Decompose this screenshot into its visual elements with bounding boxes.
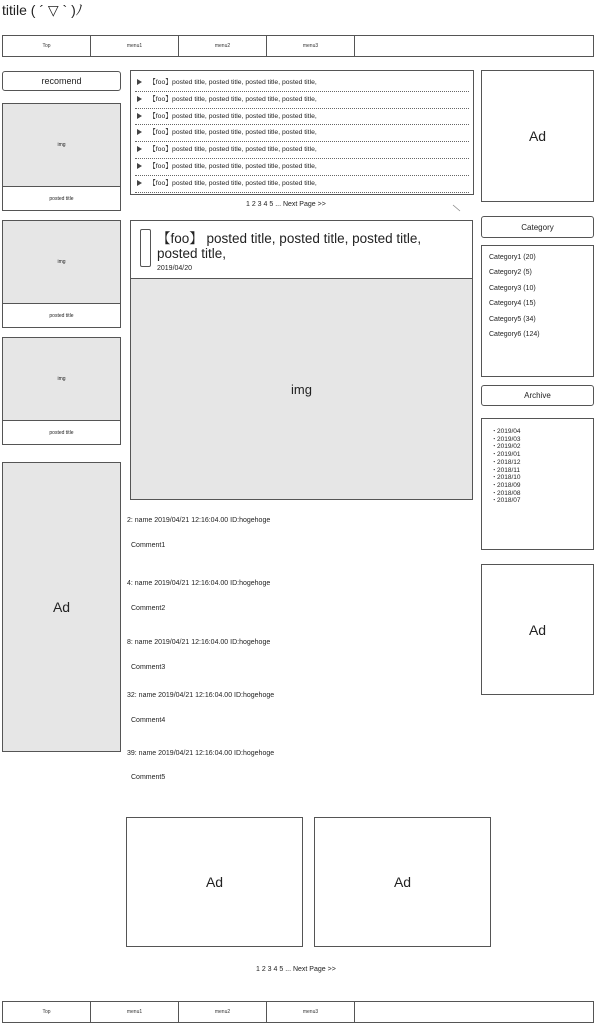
- archive-date[interactable]: 2018/09: [497, 481, 521, 489]
- nav-item-menu3[interactable]: menu3: [267, 36, 355, 56]
- card-image: img: [3, 221, 120, 304]
- comment-header: 2: name 2019/04/21 12:16:04.00 ID:hogehoge: [127, 517, 271, 524]
- list-item[interactable]: [135, 176, 469, 193]
- recomend-heading: recomend: [2, 71, 121, 91]
- category-heading: Category: [481, 216, 594, 238]
- post-list: [130, 70, 474, 195]
- triangle-right-icon: [137, 79, 142, 85]
- bottom-ad-right[interactable]: Ad: [314, 817, 491, 947]
- post-link[interactable]: 【foo】posted title, posted title, posted title, posted title,: [149, 112, 317, 120]
- archive-link[interactable]: [491, 451, 584, 459]
- archive-list: [481, 418, 594, 550]
- triangle-right-icon: [137, 180, 142, 186]
- footer-nav-item-top[interactable]: Top: [3, 1002, 91, 1022]
- bullet: ・: [491, 458, 498, 466]
- list-item[interactable]: [135, 109, 469, 126]
- archive-date[interactable]: 2019/04: [497, 428, 521, 435]
- footer-nav: [2, 1001, 594, 1023]
- category-link[interactable]: Category2 (5): [489, 269, 532, 277]
- bottom-ad-left[interactable]: Ad: [126, 817, 303, 947]
- bullet: ・: [491, 443, 498, 451]
- nav-item-menu1[interactable]: menu1: [91, 36, 179, 56]
- bullet: ・: [491, 481, 498, 489]
- card-image: img: [3, 104, 120, 187]
- card-title[interactable]: posted title: [49, 313, 74, 319]
- triangle-right-icon: [137, 129, 142, 135]
- list-item[interactable]: [135, 159, 469, 176]
- archive-date[interactable]: 2018/07: [497, 497, 521, 505]
- left-ad[interactable]: Ad: [2, 462, 121, 752]
- nav-spacer: [355, 36, 593, 56]
- bullet: ・: [491, 474, 498, 482]
- archive-link[interactable]: [491, 443, 584, 451]
- post-link[interactable]: 【foo】posted title, posted title, posted title, posted title,: [149, 146, 317, 154]
- bullet: ・: [491, 428, 498, 435]
- triangle-right-icon: [137, 146, 142, 152]
- nav-item-menu2[interactable]: menu2: [179, 36, 267, 56]
- card-title[interactable]: posted title: [49, 430, 74, 436]
- bullet: ・: [491, 497, 498, 505]
- bottom-pager[interactable]: 1 2 3 4 5 ... Next Page >>: [256, 966, 336, 973]
- article-header: [130, 220, 473, 278]
- nav-item-top[interactable]: Top: [3, 36, 91, 56]
- list-item[interactable]: [135, 142, 469, 159]
- right-ad-bottom[interactable]: Ad: [481, 564, 594, 695]
- post-link[interactable]: 【foo】posted title, posted title, posted title, posted title,: [149, 95, 317, 103]
- list-pager[interactable]: 1 2 3 4 5 ... Next Page >>: [246, 201, 326, 208]
- triangle-right-icon: [137, 96, 142, 102]
- post-link[interactable]: 【foo】posted title, posted title, posted title, posted title,: [149, 79, 317, 86]
- right-ad-top[interactable]: Ad: [481, 70, 594, 202]
- comment-body: Comment2: [131, 605, 166, 612]
- bullet: ・: [491, 435, 498, 443]
- comment-header: 39: name 2019/04/21 12:16:04.00 ID:hogehoge: [127, 750, 275, 757]
- footer-nav-item-menu3[interactable]: menu3: [267, 1002, 355, 1022]
- post-link[interactable]: 【foo】posted title, posted title, posted title, posted title,: [149, 162, 317, 170]
- recommend-card[interactable]: [2, 220, 121, 328]
- archive-link[interactable]: [491, 474, 584, 482]
- archive-date[interactable]: 2018/08: [497, 489, 521, 497]
- article-title[interactable]: 【foo】 posted title, posted title, posted title, posted title,: [157, 231, 422, 261]
- archive-link[interactable]: [491, 459, 584, 467]
- post-link[interactable]: 【foo】posted title, posted title, posted title, posted title,: [149, 129, 317, 137]
- archive-link[interactable]: [491, 428, 584, 436]
- category-list: [481, 245, 594, 377]
- archive-date[interactable]: 2018/12: [497, 458, 521, 466]
- comment-body: Comment4: [131, 717, 166, 724]
- comment-header: 4: name 2019/04/21 12:16:04.00 ID:hogehoge: [127, 580, 271, 587]
- article-image: img: [130, 278, 473, 500]
- triangle-right-icon: [137, 113, 142, 119]
- comment-header: 8: name 2019/04/21 12:16:04.00 ID:hogehoge: [127, 639, 271, 646]
- footer-nav-item-menu1[interactable]: menu1: [91, 1002, 179, 1022]
- archive-link[interactable]: [491, 467, 584, 475]
- archive-date[interactable]: 2019/03: [497, 435, 521, 443]
- resize-handle-icon: [452, 200, 461, 209]
- archive-link[interactable]: [491, 490, 584, 498]
- footer-nav-spacer: [355, 1002, 593, 1022]
- archive-link[interactable]: [491, 497, 584, 505]
- card-title[interactable]: posted title: [49, 196, 74, 202]
- category-link[interactable]: Category5 (34): [489, 315, 536, 323]
- comment-body: Comment3: [131, 664, 166, 671]
- header-nav: [2, 35, 594, 57]
- recommend-card[interactable]: [2, 103, 121, 211]
- bullet: ・: [491, 451, 498, 459]
- archive-date[interactable]: 2019/01: [497, 451, 521, 459]
- archive-date[interactable]: 2018/11: [497, 466, 521, 474]
- triangle-right-icon: [137, 163, 142, 169]
- category-link[interactable]: Category4 (15): [489, 300, 536, 308]
- category-link[interactable]: Category3 (10): [489, 284, 536, 292]
- archive-link[interactable]: [491, 482, 584, 490]
- site-title[interactable]: titile ( ´ ▽ ` )ﾉ: [2, 2, 83, 18]
- card-image: img: [3, 338, 120, 421]
- bullet: ・: [491, 489, 498, 497]
- category-link[interactable]: Category6 (124): [489, 330, 540, 338]
- list-item[interactable]: [135, 125, 469, 142]
- comment-body: Comment1: [131, 542, 166, 549]
- bullet: ・: [491, 466, 498, 474]
- list-item[interactable]: [135, 75, 469, 92]
- list-item[interactable]: [135, 92, 469, 109]
- article-date: 2019/04/20: [157, 265, 193, 272]
- category-link[interactable]: Category1 (20): [489, 254, 536, 261]
- archive-date[interactable]: 2019/02: [497, 443, 521, 451]
- article-marker: [140, 229, 151, 267]
- archive-date[interactable]: 2018/10: [497, 474, 521, 482]
- archive-heading: Archive: [481, 385, 594, 406]
- post-link[interactable]: 【foo】posted title, posted title, posted title, posted title,: [149, 179, 317, 187]
- archive-link[interactable]: [491, 436, 584, 444]
- footer-nav-item-menu2[interactable]: menu2: [179, 1002, 267, 1022]
- recommend-card[interactable]: [2, 337, 121, 445]
- comment-header: 32: name 2019/04/21 12:16:04.00 ID:hogehoge: [127, 692, 275, 699]
- comment-body: Comment5: [131, 774, 166, 781]
